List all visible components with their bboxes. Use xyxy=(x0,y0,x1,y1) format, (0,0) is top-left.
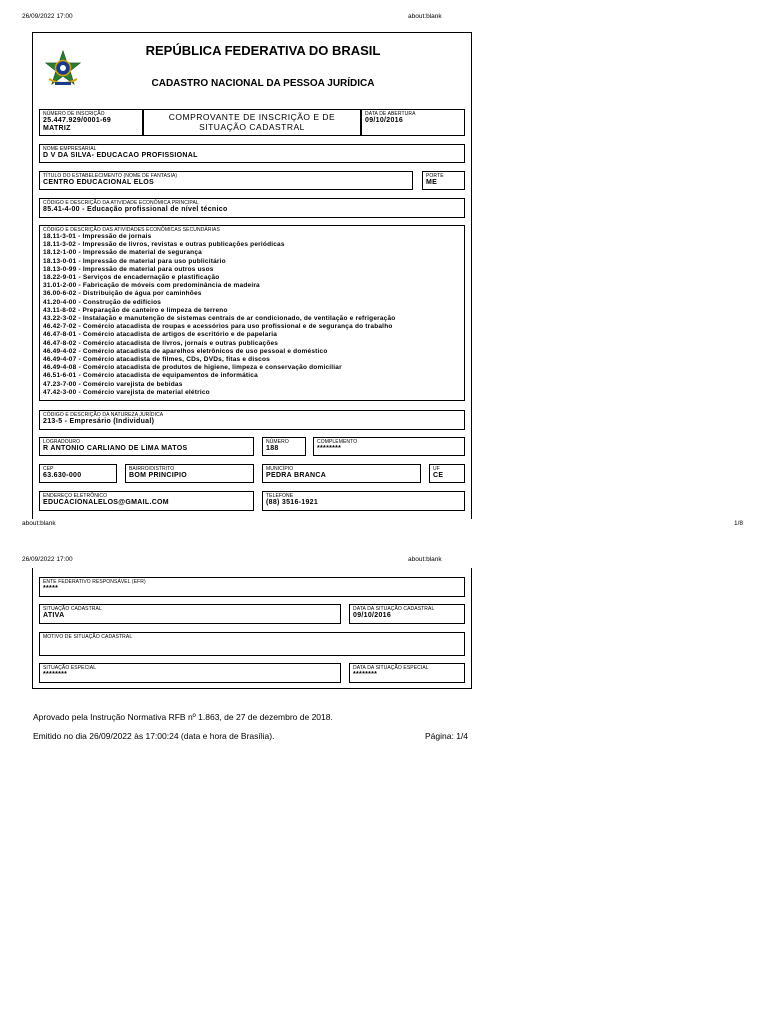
inscricao-label: NÚMERO DE INSCRIÇÃO xyxy=(43,111,105,117)
natureza-value: 213-5 - Empresário (Individual) xyxy=(43,418,155,425)
nome-label: NOME EMPRESARIAL xyxy=(43,146,97,152)
nome-box xyxy=(39,144,465,163)
telefone-label: TELEFONE xyxy=(266,493,294,499)
uf-box xyxy=(429,464,465,483)
principal-label: CÓDIGO E DESCRIÇÃO DA ATIVIDADE ECONÔMICA PRINCIPAL xyxy=(43,200,199,206)
cep-box xyxy=(39,464,117,483)
data-especial-label: DATA DA SITUAÇÃO ESPECIAL xyxy=(353,665,429,671)
abertura-label: DATA DE ABERTURA xyxy=(365,111,416,117)
print-header-url-2: about:blank xyxy=(408,556,442,563)
especial-box xyxy=(39,663,341,683)
brazil-coat-of-arms-icon xyxy=(43,49,83,89)
cep-label: CEP xyxy=(43,466,54,472)
numero-label: NÚMERO xyxy=(266,439,289,445)
natureza-box xyxy=(39,410,465,430)
bairro-value: BOM PRINCIPIO xyxy=(129,472,187,479)
fantasia-box xyxy=(39,171,413,190)
data-situacao-label: DATA DA SITUAÇÃO CADASTRAL xyxy=(353,606,435,612)
list-item: 31.01-2-00 - Fabricação de móveis com predominância de madeira xyxy=(43,282,260,290)
abertura-value: 09/10/2016 xyxy=(365,117,404,124)
list-item: 43.22-3-02 - Instalação e manutenção de sistemas centrais de ar condicionado, de ventilação e refrigeração xyxy=(43,315,396,323)
bairro-box xyxy=(125,464,254,483)
municipio-box xyxy=(262,464,421,483)
motivo-label: MOTIVO DE SITUAÇÃO CADASTRAL xyxy=(43,634,133,640)
abertura-box xyxy=(361,109,465,136)
fantasia-value: CENTRO EDUCACIONAL ELOS xyxy=(43,179,154,186)
cnpj-document-frame xyxy=(32,32,472,519)
list-item: 47.42-3-00 - Comércio varejista de material elétrico xyxy=(43,388,210,396)
print-header-date: 26/09/2022 17:00 xyxy=(22,13,73,20)
list-item: 18.22-9-01 - Serviços de encadernação e plastificação xyxy=(43,274,220,282)
list-item: 18.11-3-01 - Impressão de jornais xyxy=(43,233,152,240)
complemento-box xyxy=(313,437,465,456)
complemento-label: COMPLEMENTO xyxy=(317,439,358,445)
inscricao-tipo: MATRIZ xyxy=(43,125,71,132)
comprovante-box xyxy=(143,109,361,136)
pagina-text: Página: 1/4 xyxy=(425,731,469,741)
complemento-value: ******** xyxy=(317,445,342,452)
logradouro-value: R ANTONIO CARLIANO DE LIMA MATOS xyxy=(43,445,188,452)
list-item: 46.51-6-01 - Comércio atacadista de equipamentos de informática xyxy=(43,372,258,380)
numero-value: 188 xyxy=(266,445,279,452)
municipio-label: MUNICÍPIO xyxy=(266,466,294,472)
aprovado-text: Aprovado pela Instrução Normativa RFB nº 1.863, de 27 de dezembro de 2018. xyxy=(33,712,333,722)
municipio-value: PEDRA BRANCA xyxy=(266,472,327,479)
natureza-label: CÓDIGO E DESCRIÇÃO DA NATUREZA JURÍDICA xyxy=(43,412,164,418)
emitido-text: Emitido no dia 26/09/2022 às 17:00:24 (data e hora de Brasília). xyxy=(33,731,275,741)
cnpj-document-frame-2 xyxy=(32,568,472,689)
uf-label: UF xyxy=(433,466,440,472)
list-item: 47.23-7-00 - Comércio varejista de bebidas xyxy=(43,380,183,388)
fantasia-label: TÍTULO DO ESTABELECIMENTO (NOME DE FANTASIA) xyxy=(43,173,178,179)
doc-title: REPÚBLICA FEDERATIVA DO BRASIL xyxy=(145,43,381,58)
list-item: 46.47-8-02 - Comércio atacadista de livros, jornais e outras publicações xyxy=(43,339,279,347)
list-item: 46.49-4-07 - Comércio atacadista de filmes, CDs, DVDs, fitas e discos xyxy=(43,356,270,364)
list-item: 18.12-1-00 - Impressão de material de segurança xyxy=(43,249,202,257)
print-footer-page: 1/8 xyxy=(734,520,744,527)
list-item: 18.11-3-02 - Impressão de livros, revistas e outras publicações periódicas xyxy=(43,241,285,249)
efr-box xyxy=(39,577,465,597)
list-item: 46.49-4-08 - Comércio atacadista de produtos de higiene, limpeza e conservação domiciliar xyxy=(43,364,342,372)
principal-box xyxy=(39,198,465,218)
bairro-label: BAIRRO/DISTRITO xyxy=(129,466,175,472)
telefone-box xyxy=(262,491,465,511)
data-situacao-box xyxy=(349,604,465,624)
porte-label: PORTE xyxy=(426,173,444,179)
list-item: 18.13-0-01 - Impressão de material para uso publicitário xyxy=(43,257,226,265)
uf-value: CE xyxy=(433,472,444,479)
nome-value: D V DA SILVA- EDUCACAO PROFISSIONAL xyxy=(43,152,198,159)
logradouro-label: LOGRADOURO xyxy=(43,439,81,445)
situacao-label: SITUAÇÃO CADASTRAL xyxy=(43,606,102,612)
efr-label: ENTE FEDERATIVO RESPONSÁVEL (EFR) xyxy=(43,579,146,585)
list-item: 36.00-6-02 - Distribuição de água por caminhões xyxy=(43,290,202,298)
motivo-box xyxy=(39,632,465,656)
inscricao-value: 25.447.929/0001-69 xyxy=(43,117,112,124)
inscricao-box xyxy=(39,109,143,136)
secundarias-box xyxy=(39,225,465,401)
list-item: 43.11-8-02 - Preparação de canteiro e limpeza de terreno xyxy=(43,306,228,314)
data-especial-box xyxy=(349,663,465,683)
cep-value: 63.630-000 xyxy=(43,472,82,479)
list-item: 18.13-0-99 - Impressão de material para outros usos xyxy=(43,265,214,273)
email-box xyxy=(39,491,254,511)
especial-value: ******** xyxy=(43,671,68,678)
doc-subtitle: CADASTRO NACIONAL DA PESSOA JURÍDICA xyxy=(151,78,375,89)
telefone-value: (88) 3516-1921 xyxy=(266,499,319,506)
email-label: ENDEREÇO ELETRÔNICO xyxy=(43,493,108,499)
list-item: 46.49-4-02 - Comércio atacadista de aparelhos eletrônicos de uso pessoal e doméstico xyxy=(43,347,328,355)
logradouro-box xyxy=(39,437,254,456)
numero-box xyxy=(262,437,306,456)
situacao-value: ATIVA xyxy=(43,612,65,619)
especial-label: SITUAÇÃO ESPECIAL xyxy=(43,665,97,671)
list-item: 46.47-8-01 - Comércio atacadista de artigos de escritório e de papelaria xyxy=(43,331,278,339)
situacao-box xyxy=(39,604,341,624)
print-header-date-2: 26/09/2022 17:00 xyxy=(22,556,73,563)
email-value: EDUCACIONALELOS@GMAIL.COM xyxy=(43,499,169,506)
print-header-url: about:blank xyxy=(408,13,442,20)
print-footer-url: about:blank xyxy=(22,520,56,527)
porte-box xyxy=(422,171,465,190)
data-especial-value: ******** xyxy=(353,671,378,678)
comprovante-title: COMPROVANTE DE INSCRIÇÃO E DE SITUAÇÃO CADASTRAL xyxy=(168,112,336,132)
efr-value: ***** xyxy=(43,585,59,592)
data-situacao-value: 09/10/2016 xyxy=(353,612,392,619)
principal-value: 85.41-4-00 - Educação profissional de nível técnico xyxy=(43,206,228,213)
list-item: 41.20-4-00 - Construção de edifícios xyxy=(43,298,162,306)
porte-value: ME xyxy=(426,179,438,186)
list-item: 46.42-7-02 - Comércio atacadista de roupas e acessórios para uso profissional e de segurança do trabalho xyxy=(43,323,393,331)
secundarias-list xyxy=(43,233,461,397)
secundarias-label: CÓDIGO E DESCRIÇÃO DAS ATIVIDADES ECONÔMICAS SECUNDÁRIAS xyxy=(43,227,220,233)
